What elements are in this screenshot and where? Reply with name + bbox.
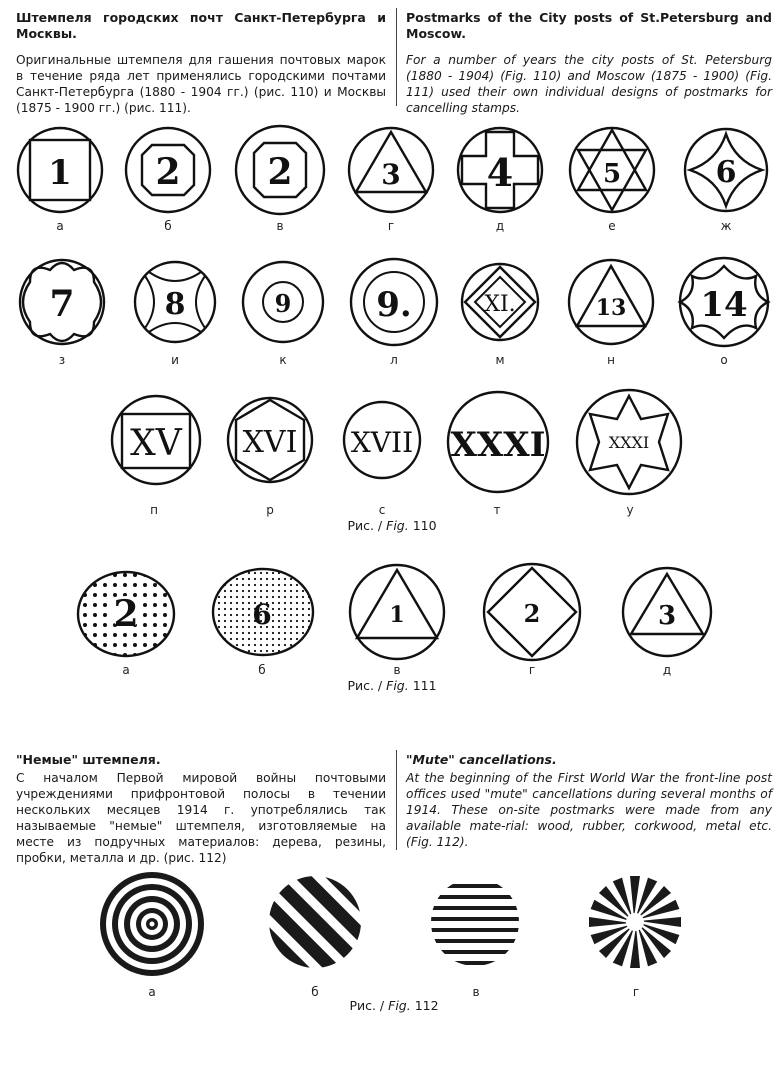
stamp-112-v-label: в xyxy=(472,985,480,999)
stamp-110-zh-mark: 6 xyxy=(715,155,737,190)
stamp-111-d-mark: 3 xyxy=(657,601,677,631)
fig112-caption-num: 112 xyxy=(414,998,439,1013)
stamp-110-r-mark: XVI xyxy=(242,425,298,460)
stamp-110-r xyxy=(228,398,312,517)
stamp-110-k xyxy=(243,262,323,367)
stamp-110-d xyxy=(458,128,542,233)
stamp-110-u-mark: XXXI xyxy=(608,433,650,452)
stamp-110-a-mark: 1 xyxy=(48,153,72,193)
stamp-110-e-label: е xyxy=(608,219,616,233)
stamp-110-i-label: и xyxy=(171,353,179,367)
stamp-110-l-mark: 9. xyxy=(376,285,412,325)
stamp-110-b xyxy=(126,128,210,233)
stamp-110-t-label: т xyxy=(493,503,501,517)
stamp-110-s-label: с xyxy=(378,503,386,517)
fig111-caption-en: Fig. xyxy=(386,678,409,693)
stamp-110-zh-label: ж xyxy=(720,219,732,233)
stamp-110-zh xyxy=(685,129,767,233)
stamp-110-u-label: у xyxy=(626,503,634,517)
fig111-caption-num: 111 xyxy=(412,678,437,693)
stamp-110-z-mark: 7 xyxy=(49,283,75,325)
stamp-110-s-mark: XVII xyxy=(350,426,414,459)
stamp-110-a-label: а xyxy=(56,219,64,233)
fig111-caption-ru: Рис. / xyxy=(347,678,383,693)
mute-en-text: At the beginning of the First World War the front-line post offices used "mute" cancellations during several months of 1914. These on-site postmarks were made from any available mate-rial: wood, rubber, corkwood, metal etc. (Fig. 112). xyxy=(406,771,772,849)
stamp-110-z-label: з xyxy=(58,353,66,367)
intro-ru-text: Оригинальные штемпеля для гашения почтовых марок в течение ряда лет применялись городскими почтами Санкт-Петербурга (1880 - 1904 гг.) (рис. 110) и Москвы (1875 - 1900 гг.) (рис. 111). xyxy=(16,53,386,115)
stamp-110-p-label: п xyxy=(150,503,158,517)
stamp-111-v-label: в xyxy=(393,663,401,677)
stamp-110-n-label: н xyxy=(607,353,615,367)
stamp-110-p xyxy=(112,396,200,517)
stamp-110-d-label: д xyxy=(495,219,505,233)
stamp-110-e-mark: 5 xyxy=(602,159,622,189)
stamp-110-n xyxy=(569,260,653,367)
intro-en-text: For a number of years the city posts of St. Petersburg (1880 - 1904) (Fig. 110) and Moscow (1875 - 1900) (Fig. 111) used their own individual designs of postmarks for cancelling stamps. xyxy=(406,53,772,115)
stamp-112-b xyxy=(238,843,394,999)
stamp-111-v xyxy=(350,565,444,677)
stamp-110-u xyxy=(577,390,681,517)
mute-ru-column xyxy=(16,752,386,866)
fig110-caption-ru: Рис. / xyxy=(347,518,383,533)
stamp-110-m-label: м xyxy=(495,353,505,367)
stamp-110-o-label: о xyxy=(720,353,728,367)
stamp-111-d xyxy=(623,568,711,677)
fig110-caption-num: 110 xyxy=(412,518,437,533)
stamp-110-m xyxy=(462,264,538,367)
stamp-110-a xyxy=(18,128,102,233)
stamp-110-s xyxy=(344,402,420,517)
stamp-112-g-label: г xyxy=(632,985,640,999)
stamp-110-k-mark: 9 xyxy=(274,289,292,318)
figure-110 xyxy=(0,0,782,520)
stamp-110-n-mark: 13 xyxy=(595,295,627,321)
stamp-110-r-label: р xyxy=(266,503,274,517)
stamp-110-d-mark: 4 xyxy=(486,150,514,195)
stamp-110-l xyxy=(351,259,437,367)
figure-110-caption xyxy=(292,518,492,533)
stamp-110-b-label: б xyxy=(164,219,172,233)
stamp-110-l-label: л xyxy=(390,353,398,367)
stamp-110-g-mark: 3 xyxy=(381,158,401,191)
stamp-111-g-mark: 2 xyxy=(523,599,541,628)
stamp-110-v xyxy=(236,126,324,233)
stamp-110-o xyxy=(680,258,768,367)
mute-en-title: "Mute" cancellations. xyxy=(406,752,557,767)
stamp-111-g-label: г xyxy=(528,663,536,677)
stamp-110-t-mark: XXXI xyxy=(450,425,546,465)
stamp-112-a xyxy=(100,872,204,999)
stamp-111-b-label: б xyxy=(258,663,266,677)
mute-ru-title: "Немые" штемпеля. xyxy=(16,752,161,767)
stamp-110-z xyxy=(20,260,104,367)
intro-ru-title: Штемпеля городских почт Санкт-Петербурга и Москвы. xyxy=(16,10,386,41)
stamp-110-m-mark: XI. xyxy=(484,292,516,317)
stamp-112-v xyxy=(428,884,522,965)
stamp-110-o-mark: 14 xyxy=(700,285,748,325)
stamp-111-a xyxy=(78,572,174,677)
fig112-caption-en: Fig. xyxy=(388,998,411,1013)
figure-111-caption xyxy=(292,678,492,693)
figure-112 xyxy=(0,860,782,1000)
fig110-caption-en: Fig. xyxy=(386,518,409,533)
stamp-110-i-mark: 8 xyxy=(164,287,186,322)
stamp-110-e xyxy=(570,128,654,233)
stamp-110-v-mark: 2 xyxy=(267,151,293,193)
mute-divider xyxy=(396,750,397,850)
stamp-110-t xyxy=(448,392,548,517)
mute-en-column xyxy=(406,752,772,850)
stamp-112-g xyxy=(589,876,681,968)
stamp-112-b-label: б xyxy=(311,985,319,999)
stamp-111-v-mark: 1 xyxy=(389,602,405,628)
stamp-111-b xyxy=(213,569,313,677)
stamp-110-v-label: в xyxy=(276,219,284,233)
stamp-111-b-mark: 6 xyxy=(252,598,272,631)
stamp-110-p-mark: XV xyxy=(130,423,182,464)
stamp-111-a-label: а xyxy=(122,663,130,677)
mute-ru-text: С началом Первой мировой войны почтовыми учреждениями прифронтовой полосы в течении нескольких месяцев 1914 г. употреблялись так называемые "немые" штемпеля, изготовляемые на месте из подручных материалов: дерева, резины, пробки, металла и др. (рис. 112) xyxy=(16,771,386,865)
stamp-110-k-label: к xyxy=(279,353,287,367)
fig112-caption-ru: Рис. / xyxy=(349,998,385,1013)
figure-112-caption xyxy=(294,998,494,1013)
stamp-110-i xyxy=(135,262,215,367)
stamp-111-d-label: д xyxy=(662,663,672,677)
stamp-111-g xyxy=(484,564,580,677)
stamp-110-g xyxy=(349,128,433,233)
stamp-111-a-mark: 2 xyxy=(113,593,139,635)
intro-en-title: Postmarks of the City posts of St.Petersburg and Moscow. xyxy=(406,10,772,41)
stamp-110-b-mark: 2 xyxy=(155,151,181,193)
stamp-112-a-label: а xyxy=(148,985,156,999)
stamp-110-g-label: г xyxy=(387,219,395,233)
